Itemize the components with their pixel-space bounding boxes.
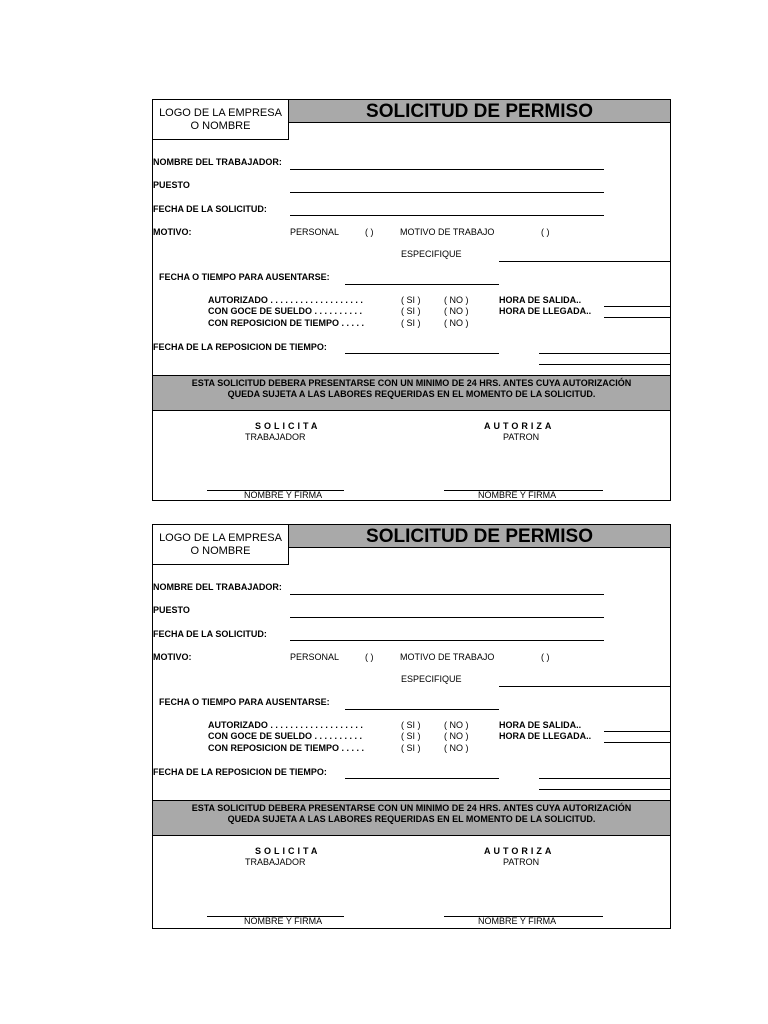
request-date-label: FECHA DE LA SOLICITUD:: [153, 629, 267, 639]
specify-field[interactable]: [499, 261, 671, 262]
paid-leave-no-option[interactable]: ( NO ): [444, 731, 469, 741]
extra-line-1[interactable]: [539, 353, 671, 354]
extra-line-1[interactable]: [539, 778, 671, 779]
departure-time-field[interactable]: [604, 731, 671, 732]
employer-signature-caption: NOMBRE Y FIRMA: [478, 916, 557, 926]
work-reason-checkbox[interactable]: ( ): [541, 652, 550, 662]
authorized-no-option[interactable]: ( NO ): [444, 720, 469, 730]
company-logo-placeholder: [153, 525, 289, 565]
employer-caption: PATRON: [503, 432, 540, 442]
personal-option-label: PERSONAL: [290, 227, 340, 237]
logo-line-1: LOGO DE LA EMPRESA: [159, 106, 282, 119]
employer-caption: PATRON: [503, 857, 540, 867]
notice-banner: [153, 375, 670, 411]
departure-time-label: HORA DE SALIDA..: [499, 720, 582, 730]
work-reason-option-label: MOTIVO DE TRABAJO: [400, 652, 495, 662]
arrival-time-label: HORA DE LLEGADA..: [499, 731, 592, 741]
extra-line-2[interactable]: [539, 364, 671, 365]
extra-line-2[interactable]: [539, 789, 671, 790]
authorized-label: AUTORIZADO . . . . . . . . . . . . . . . . . . .: [208, 720, 363, 730]
time-replacement-si-option[interactable]: ( SI ): [401, 318, 421, 328]
paid-leave-label: CON GOCE DE SUELDO . . . . . . . . . .: [208, 306, 363, 316]
worker-signature-caption: NOMBRE Y FIRMA: [244, 916, 323, 926]
replacement-date-field[interactable]: [345, 353, 499, 354]
work-reason-option-label: MOTIVO DE TRABAJO: [400, 227, 495, 237]
personal-checkbox[interactable]: ( ): [365, 227, 374, 237]
notice-banner: [153, 800, 670, 836]
departure-time-label: HORA DE SALIDA..: [499, 295, 582, 305]
paid-leave-si-option[interactable]: ( SI ): [401, 731, 421, 741]
authorizes-heading: AUTORIZA: [484, 421, 555, 431]
authorized-si-option[interactable]: ( SI ): [401, 720, 421, 730]
authorized-label: AUTORIZADO . . . . . . . . . . . . . . . . . . .: [208, 295, 363, 305]
arrival-time-label: HORA DE LLEGADA..: [499, 306, 592, 316]
personal-option-label: PERSONAL: [290, 652, 340, 662]
time-replacement-si-option[interactable]: ( SI ): [401, 743, 421, 753]
time-replacement-no-option[interactable]: ( NO ): [444, 318, 469, 328]
request-date-label: FECHA DE LA SOLICITUD:: [153, 204, 267, 214]
reason-label: MOTIVO:: [153, 227, 192, 237]
replacement-date-label: FECHA DE LA REPOSICION DE TIEMPO:: [153, 342, 327, 352]
worker-signature-caption: NOMBRE Y FIRMA: [244, 490, 323, 500]
position-label: PUESTO: [153, 180, 190, 190]
worker-name-label: NOMBRE DEL TRABAJADOR:: [153, 157, 282, 167]
personal-checkbox[interactable]: ( ): [365, 652, 374, 662]
specify-field[interactable]: [499, 686, 671, 687]
arrival-time-field[interactable]: [604, 317, 671, 318]
position-label: PUESTO: [153, 605, 190, 615]
paid-leave-no-option[interactable]: ( NO ): [444, 306, 469, 316]
authorized-si-option[interactable]: ( SI ): [401, 295, 421, 305]
time-replacement-label: CON REPOSICION DE TIEMPO . . . . .: [208, 743, 365, 753]
request-date-field[interactable]: [290, 215, 604, 216]
absence-time-label: FECHA O TIEMPO PARA AUSENTARSE:: [159, 272, 330, 282]
position-field[interactable]: [290, 192, 604, 193]
absence-time-field[interactable]: [345, 709, 499, 710]
worker-caption: TRABAJADOR: [245, 432, 306, 442]
replacement-date-label: FECHA DE LA REPOSICION DE TIEMPO:: [153, 767, 327, 777]
logo-line-2: O NOMBRE: [190, 544, 251, 557]
absence-time-label: FECHA O TIEMPO PARA AUSENTARSE:: [159, 697, 330, 707]
specify-label: ESPECIFIQUE: [401, 249, 462, 259]
requests-heading: SOLICITA: [255, 846, 321, 856]
authorized-no-option[interactable]: ( NO ): [444, 295, 469, 305]
notice-line-1: ESTA SOLICITUD DEBERA PRESENTARSE CON UN MINIMO DE 24 HRS. ANTES CUYA AUTORIZACIÓN: [191, 378, 632, 388]
worker-name-field[interactable]: [290, 594, 604, 595]
permission-form-2: [152, 524, 671, 929]
reason-label: MOTIVO:: [153, 652, 192, 662]
time-replacement-no-option[interactable]: ( NO ): [444, 743, 469, 753]
absence-time-field[interactable]: [345, 284, 499, 285]
logo-line-1: LOGO DE LA EMPRESA: [159, 531, 282, 544]
request-date-field[interactable]: [290, 640, 604, 641]
replacement-date-field[interactable]: [345, 778, 499, 779]
form-title: SOLICITUD DE PERMISO: [289, 525, 670, 548]
worker-caption: TRABAJADOR: [245, 857, 306, 867]
form-title: SOLICITUD DE PERMISO: [289, 100, 670, 123]
arrival-time-field[interactable]: [604, 742, 671, 743]
specify-label: ESPECIFIQUE: [401, 674, 462, 684]
permission-form-1: [152, 99, 671, 501]
logo-line-2: O NOMBRE: [190, 119, 251, 132]
authorizes-heading: AUTORIZA: [484, 846, 555, 856]
notice-line-1: ESTA SOLICITUD DEBERA PRESENTARSE CON UN MINIMO DE 24 HRS. ANTES CUYA AUTORIZACIÓN: [191, 803, 632, 813]
departure-time-field[interactable]: [604, 306, 671, 307]
requests-heading: SOLICITA: [255, 421, 321, 431]
position-field[interactable]: [290, 617, 604, 618]
paid-leave-si-option[interactable]: ( SI ): [401, 306, 421, 316]
worker-name-label: NOMBRE DEL TRABAJADOR:: [153, 582, 282, 592]
worker-name-field[interactable]: [290, 169, 604, 170]
work-reason-checkbox[interactable]: ( ): [541, 227, 550, 237]
company-logo-placeholder: [153, 100, 289, 140]
time-replacement-label: CON REPOSICION DE TIEMPO . . . . .: [208, 318, 365, 328]
paid-leave-label: CON GOCE DE SUELDO . . . . . . . . . .: [208, 731, 363, 741]
employer-signature-caption: NOMBRE Y FIRMA: [478, 490, 557, 500]
notice-line-2: QUEDA SUJETA A LAS LABORES REQUERIDAS EN EL MOMENTO DE LA SOLICITUD.: [227, 389, 596, 399]
notice-line-2: QUEDA SUJETA A LAS LABORES REQUERIDAS EN EL MOMENTO DE LA SOLICITUD.: [227, 814, 596, 824]
